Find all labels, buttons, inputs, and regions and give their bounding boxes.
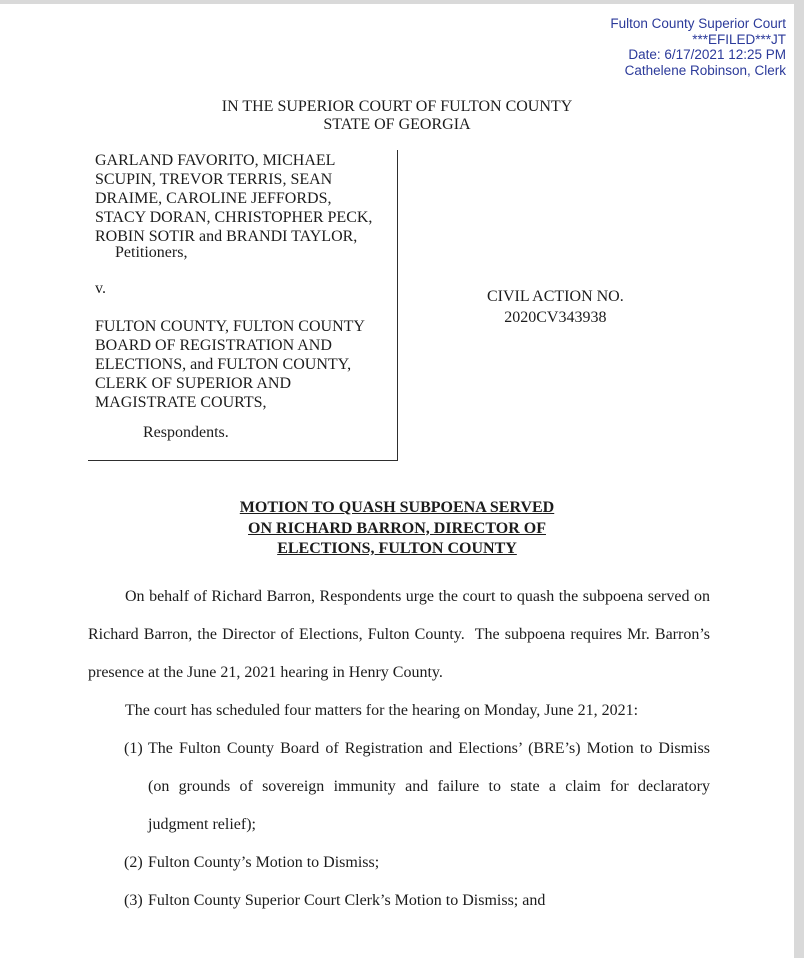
efile-stamp-id: ***EFILED***JT — [692, 31, 786, 47]
caption-line: BOARD OF REGISTRATION AND — [95, 337, 332, 354]
motion-title — [0, 498, 794, 560]
court-heading-line1: IN THE SUPERIOR COURT OF FULTON COUNTY — [221, 98, 573, 115]
respondents-names — [95, 317, 365, 412]
motion-body — [88, 578, 710, 920]
body-paragraph-2: The court has scheduled four matters for the hearing on Monday, June 21, 2021: — [125, 702, 639, 719]
motion-list-item — [88, 882, 710, 920]
efile-stamp-date: Date: 6/17/2021 12:25 PM — [628, 47, 786, 62]
scan-edge-right — [794, 0, 804, 958]
petitioners-label: Petitioners, — [115, 244, 188, 261]
civil-action-number — [487, 286, 624, 328]
motion-title-line1: MOTION TO QUASH SUBPOENA SERVED — [239, 499, 555, 516]
respondents-label: Respondents. — [143, 424, 229, 441]
motion-item-number: (2) — [124, 854, 143, 871]
caption-line: ELECTIONS, and FULTON COUNTY, — [95, 356, 352, 373]
motion-item-number: (1) — [124, 740, 143, 757]
motion-item-number: (3) — [124, 892, 143, 909]
court-heading-line2: STATE OF GEORGIA — [323, 116, 471, 133]
caption-line: STACY DORAN, CHRISTOPHER PECK, — [95, 209, 373, 226]
versus-label: v. — [95, 280, 106, 297]
motion-item-text: The Fulton County Board of Registration and Elections’ (BRE’s) Motion to Dismiss (on grounds of sovereign immunity and failure to state a claim for declaratory judgment relief); — [148, 740, 710, 833]
caption-line: DRAIME, CAROLINE JEFFORDS, — [95, 190, 332, 207]
motion-list-item — [88, 844, 710, 882]
petitioners-names — [95, 151, 372, 246]
efile-stamp — [610, 16, 786, 78]
caption-line: GARLAND FAVORITO, MICHAEL — [95, 152, 336, 169]
motion-list-item — [88, 730, 710, 844]
efile-stamp-clerk: Cathelene Robinson, Clerk — [624, 62, 786, 78]
motion-title-line3: ELECTIONS, FULTON COUNTY — [277, 540, 517, 557]
caption-line: ROBIN SOTIR and BRANDI TAYLOR, — [95, 228, 358, 245]
efile-stamp-court: Fulton County Superior Court — [610, 16, 786, 31]
caption-line: CLERK OF SUPERIOR AND — [95, 375, 292, 392]
court-heading — [0, 98, 794, 134]
scan-edge-top — [0, 0, 804, 4]
motion-item-text: Fulton County’s Motion to Dismiss; — [148, 854, 380, 871]
caption-line: SCUPIN, TREVOR TERRIS, SEAN — [95, 171, 333, 188]
civil-action-value: 2020CV343938 — [504, 309, 607, 326]
civil-action-label: CIVIL ACTION NO. — [487, 288, 624, 305]
motion-item-text: Fulton County Superior Court Clerk’s Motion to Dismiss; and — [148, 892, 546, 909]
motion-title-line2: ON RICHARD BARRON, DIRECTOR OF — [248, 519, 546, 537]
caption-line: MAGISTRATE COURTS, — [95, 394, 267, 411]
body-paragraph-1: On behalf of Richard Barron, Respondents urge the court to quash the subpoena served on Richard Barron, the Director of Elections, Fulton County. The subpoena requires Mr. Barron’s presence at the June 21, 2021 hearing in Henry County. — [88, 588, 710, 681]
caption-line: FULTON COUNTY, FULTON COUNTY — [95, 318, 365, 335]
